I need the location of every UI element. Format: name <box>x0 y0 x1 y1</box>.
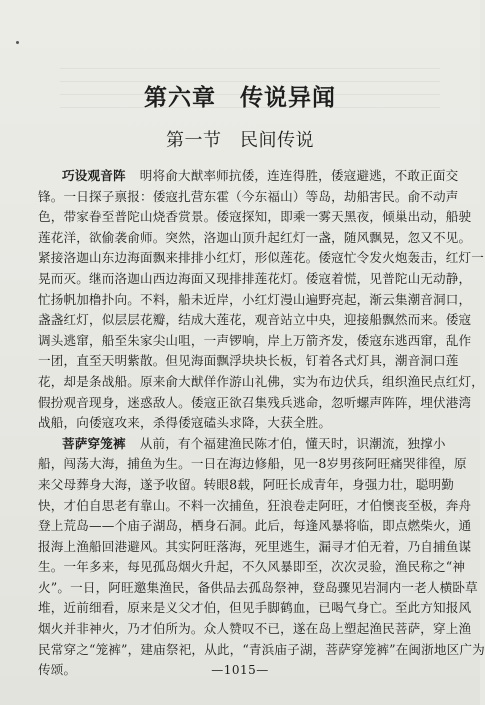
text-line: 一团，直至天明紫散。但见海面飘浮块块长板，钉着各式灯具，潮音洞口莲 <box>38 353 459 369</box>
text-line: 紧接洛迦山东边海面飘来排排小红灯，形似莲花。倭寇忙令发火炮轰击，红灯一 <box>38 250 485 266</box>
line-text: 明将俞大猷率师抗倭，连连得胜，倭寇避逃，不敢正面交 <box>139 168 459 183</box>
entry-title: 菩萨穿笼裤 <box>62 435 126 451</box>
line-text: 从前，有个福建渔民陈才伯，懂天时，识潮流，独撑小 <box>139 435 446 451</box>
text-line: 火”。一日，阿旺邀集渔民，备供品去孤岛祭神，登岛骤见岩洞内一老人横卧草 <box>38 579 478 595</box>
text-line: 来父母葬身大海，遂予收留。转眼8载，阿旺长成青年，身强力壮，聪明勤 <box>38 476 454 492</box>
text-line: 堆，近前细看，原来是义父才伯，但见手脚鹤血，已喝气身亡。至此方知报风 <box>38 600 472 616</box>
section-title: 第一节 民间传说 <box>166 130 314 151</box>
text-line: 晃而灭。继而洛迦山西边海面又现排排莲花灯。倭寇着慌，见普陀山无动静， <box>38 270 472 286</box>
entry-title: 巧设观音阵 <box>62 168 126 183</box>
text-line <box>38 434 446 455</box>
text-line: 战船，向倭寇攻来，杀得倭寇磕头求降，大获全胜。 <box>38 415 332 431</box>
text-line: 调头逃窜，船至朱家尖山咀，一声锣响，岸上万箭齐发，倭寇东逃西窜，乱作 <box>38 332 472 348</box>
text-line: 登上荒岛——个庙子湖岛，栖身石洞。此后，每逢风暴将临，即点燃柴火，通 <box>38 518 472 534</box>
chapter-title: 第六章 传说异闻 <box>144 85 336 111</box>
page-speck <box>16 41 19 44</box>
text-line: 船，闯荡大海，捕鱼为生。一日在海边修船，见一8岁男孩阿旺痛哭徘徨，原 <box>38 456 467 472</box>
text-line: 传颂。 <box>38 662 77 678</box>
body-text <box>38 166 485 681</box>
text-line: 民常穿之“笼裤”，建庙祭祀，从此，“青浜庙子湖，菩萨穿笼裤”在闽浙地区广为 <box>38 641 485 657</box>
text-line: 盏盏红灯，似层层花瓣，结成大莲花，观音站立中央，迎接船飘然而来。倭寇 <box>38 312 472 328</box>
text-line: 假扮观音现身，迷惑敌人。倭寇正欲召集残兵逃命，忽听螺声阵阵，埋伏港湾 <box>38 394 472 410</box>
page-number: —1015— <box>211 663 269 677</box>
text-line: 色，带家眷至普陀山烧香赏景。倭寇探知，即乘一雾天黑夜，倾巢出动，船驶 <box>38 209 472 225</box>
text-line: 莲花洋，欲偷袭俞师。突然，洛迦山顶升起红灯一盏，随风飘晃，忽又不见。 <box>38 229 472 245</box>
text-line: 忙扬帆加橹扑向。不料，船未近岸，小红灯漫山遍野亮起，渐云集潮音洞口， <box>38 291 472 307</box>
text-line: 生。一年多来，每见孤岛烟火升起，不久风暴即至，次次灵验，渔民称之“神 <box>38 559 466 575</box>
text-line: 花，却是条战船。原来俞大猷佯作游山礼佛，实为布边伏兵，组织渔民点红灯， <box>38 373 485 389</box>
text-line: 报海上渔船回港避风。其实阿旺落海，死里逃生，漏寻才伯无着，乃自捕鱼谋 <box>38 538 472 554</box>
text-line: 烟火并非神火，乃才伯所为。众人赞叹不已，遂在岛上塑起渔民菩萨，穿上渔 <box>38 621 472 637</box>
text-line: 锋。一日探子禀报：倭寇扎营东霍（今东福山）等岛，劫船害民。俞不动声 <box>38 188 459 204</box>
text-line: 快，才伯自思老有靠山。不料一次捕鱼，狂浪卷走阿旺，才伯懊丧至极，奔舟 <box>38 497 472 513</box>
text-line <box>38 166 459 187</box>
